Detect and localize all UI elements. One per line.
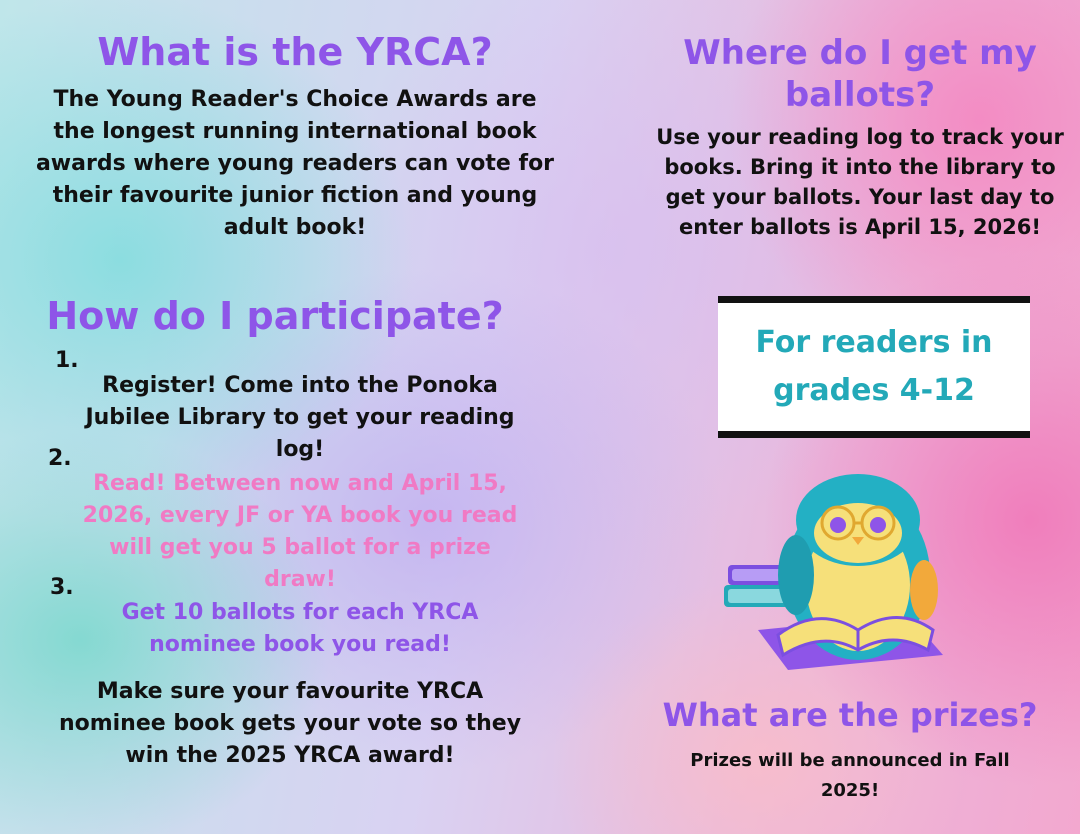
vote-reminder: Make sure your favourite YRCA nominee book gets your vote so they win the 2025 YRCA award! [58,679,522,768]
ballots-heading: Where do I get my ballots? [683,33,1037,115]
penguin-reading-book-icon [718,465,958,675]
yrca-heading: What is the YRCA? [97,30,493,74]
prizes-heading: What are the prizes? [662,696,1038,734]
grades-text: For readers in grades 4-12 [755,325,993,408]
ballots-description: Use your reading log to track your books. Bring it into the library to get your ballots. Your last day to enter ballots is April 15, 2026! [656,125,1064,239]
step-1-number: 1. [55,348,79,373]
participate-heading: How do I participate? [46,294,504,338]
step-3-text: Get 10 ballots for each YRCA nominee book you read! [121,600,479,657]
step-2-text: Read! Between now and April 15, 2026, every JF or YA book you read will get you 5 ballot for a prize draw! [82,471,518,592]
prizes-description: Prizes will be announced in Fall 2025! [690,750,1010,801]
step-2-number: 2. [48,446,72,471]
grades-banner [718,296,1030,438]
step-1-text: Register! Come into the Ponoka Jubilee Library to get your reading log! [85,373,515,462]
step-3-number: 3. [50,575,74,600]
yrca-description: The Young Reader's Choice Awards are the longest running international book awards where young readers can vote for their favourite junior fiction and young adult book! [35,87,555,240]
